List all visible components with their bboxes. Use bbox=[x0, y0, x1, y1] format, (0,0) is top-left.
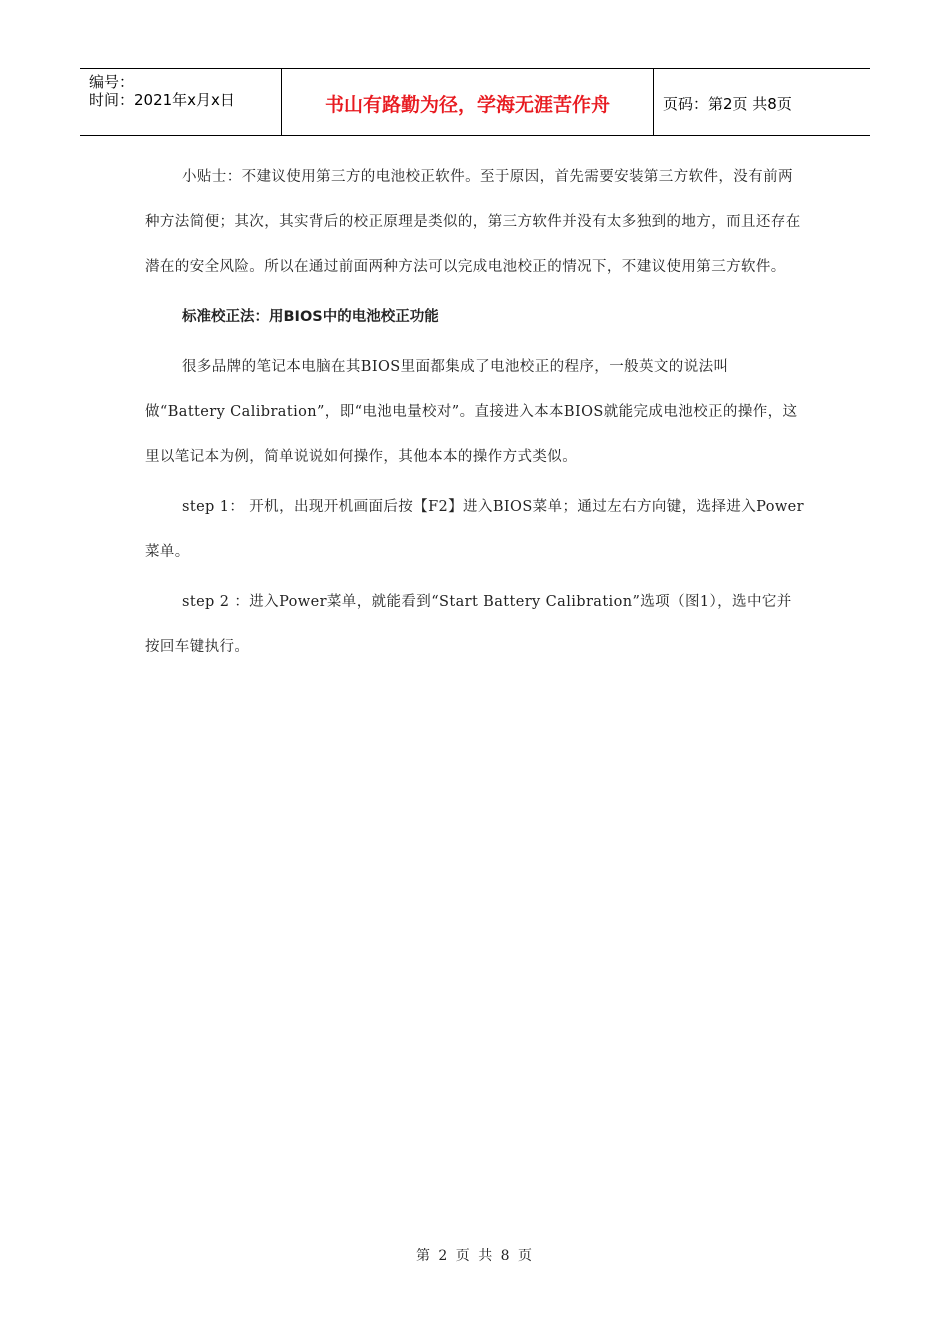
document-body bbox=[145, 155, 805, 670]
step-1-paragraph: step 1： 开机，出现开机画面后按【F2】进入BIOS菜单；通过左右方向键，选择进入Power菜单。 bbox=[145, 499, 804, 560]
header-page-cell bbox=[654, 69, 870, 135]
header-meta-cell bbox=[80, 69, 281, 135]
document-number-label: 编号： bbox=[89, 73, 135, 91]
header-page-info: 页码：第2页 共8页 bbox=[663, 95, 792, 113]
section-heading: 标准校正法：用BIOS中的电池校正功能 bbox=[182, 309, 439, 325]
document-date: 时间：2021年x月x日 bbox=[89, 91, 235, 109]
tip-paragraph: 小贴士：不建议使用第三方的电池校正软件。至于原因，首先需要安装第三方软件，没有前两种方法简便；其次，其实背后的校正原理是类似的，第三方软件并没有太多独到的地方，而且还存在潜在的安全风险。所以在通过前面两种方法可以完成电池校正的情况下，不建议使用第三方软件。 bbox=[145, 169, 801, 275]
intro-paragraph: 很多品牌的笔记本电脑在其BIOS里面都集成了电池校正的程序，一般英文的说法叫做“Battery Calibration”，即“电池电量校对”。直接进入本本BIOS就能完成电池校正的操作，这里以笔记本为例，简单说说如何操作，其他本本的操作方式类似。 bbox=[145, 359, 798, 465]
document-header bbox=[80, 68, 870, 136]
header-motto-cell bbox=[281, 69, 654, 135]
page-footer: 第 2 页 共 8 页 bbox=[415, 1248, 535, 1264]
step-2-paragraph: step 2 ：进入Power菜单，就能看到“Start Battery Calibration”选项（图1），选中它并按回车键执行。 bbox=[145, 594, 792, 655]
header-motto: 书山有路勤为径，学海无涯苦作舟 bbox=[324, 94, 610, 116]
